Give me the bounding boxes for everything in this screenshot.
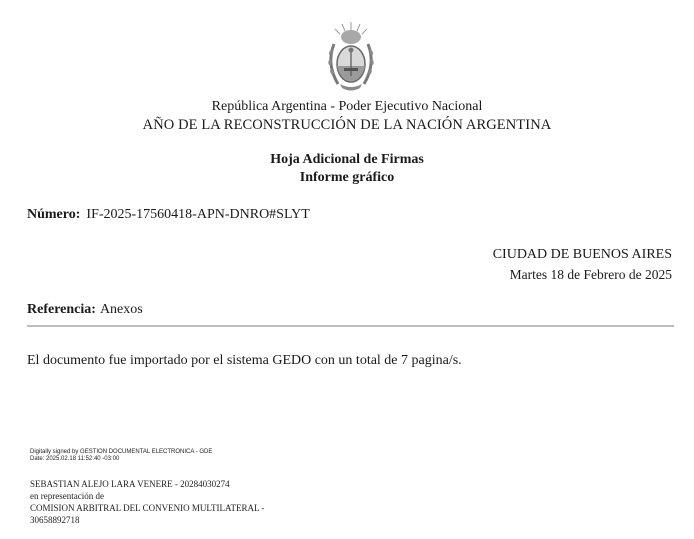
organization-name: COMISION ARBITRAL DEL CONVENIO MULTILATERAL - [30,503,265,513]
digital-signature-stamp [30,449,212,463]
document-number-label: Número: [27,207,81,222]
document-city: CIUDAD DE BUENOS AIRES [492,247,672,262]
representation-text: en representación de [30,491,104,501]
document-date: Martes 18 de Febrero de 2025 [509,267,672,282]
reference-label: Referencia: [27,302,96,317]
document-number [27,207,310,223]
organization-id: 30658892718 [30,515,80,525]
government-line: República Argentina - Poder Ejecutivo Nacional [211,99,483,114]
document-number-value: IF-2025-17560418-APN-DNRO#SLYT [86,207,310,222]
signer-name: SEBASTIAN ALEJO LARA VENERE - 20284030274 [30,479,230,489]
year-motto: AÑO DE LA RECONSTRUCCIÓN DE LA NACIÓN ARGENTINA [142,117,552,133]
document-title: Hoja Adicional de Firmas [270,152,424,167]
argentina-coat-of-arms-icon [324,20,378,94]
document-subtitle: Informe gráfico [299,170,395,185]
signer-block [30,478,264,526]
divider [27,325,674,327]
digital-signature-date: Date: 2025.02.18 11:52:40 -03:00 [30,456,120,462]
document-body: El documento fue importado por el sistema GEDO con un total de 7 pagina/s. [27,353,462,368]
reference-value: Anexos [99,302,143,317]
digital-signature-line: Digitally signed by GESTION DOCUMENTAL ELECTRONICA - GDE [30,449,213,455]
document-reference [27,302,143,318]
